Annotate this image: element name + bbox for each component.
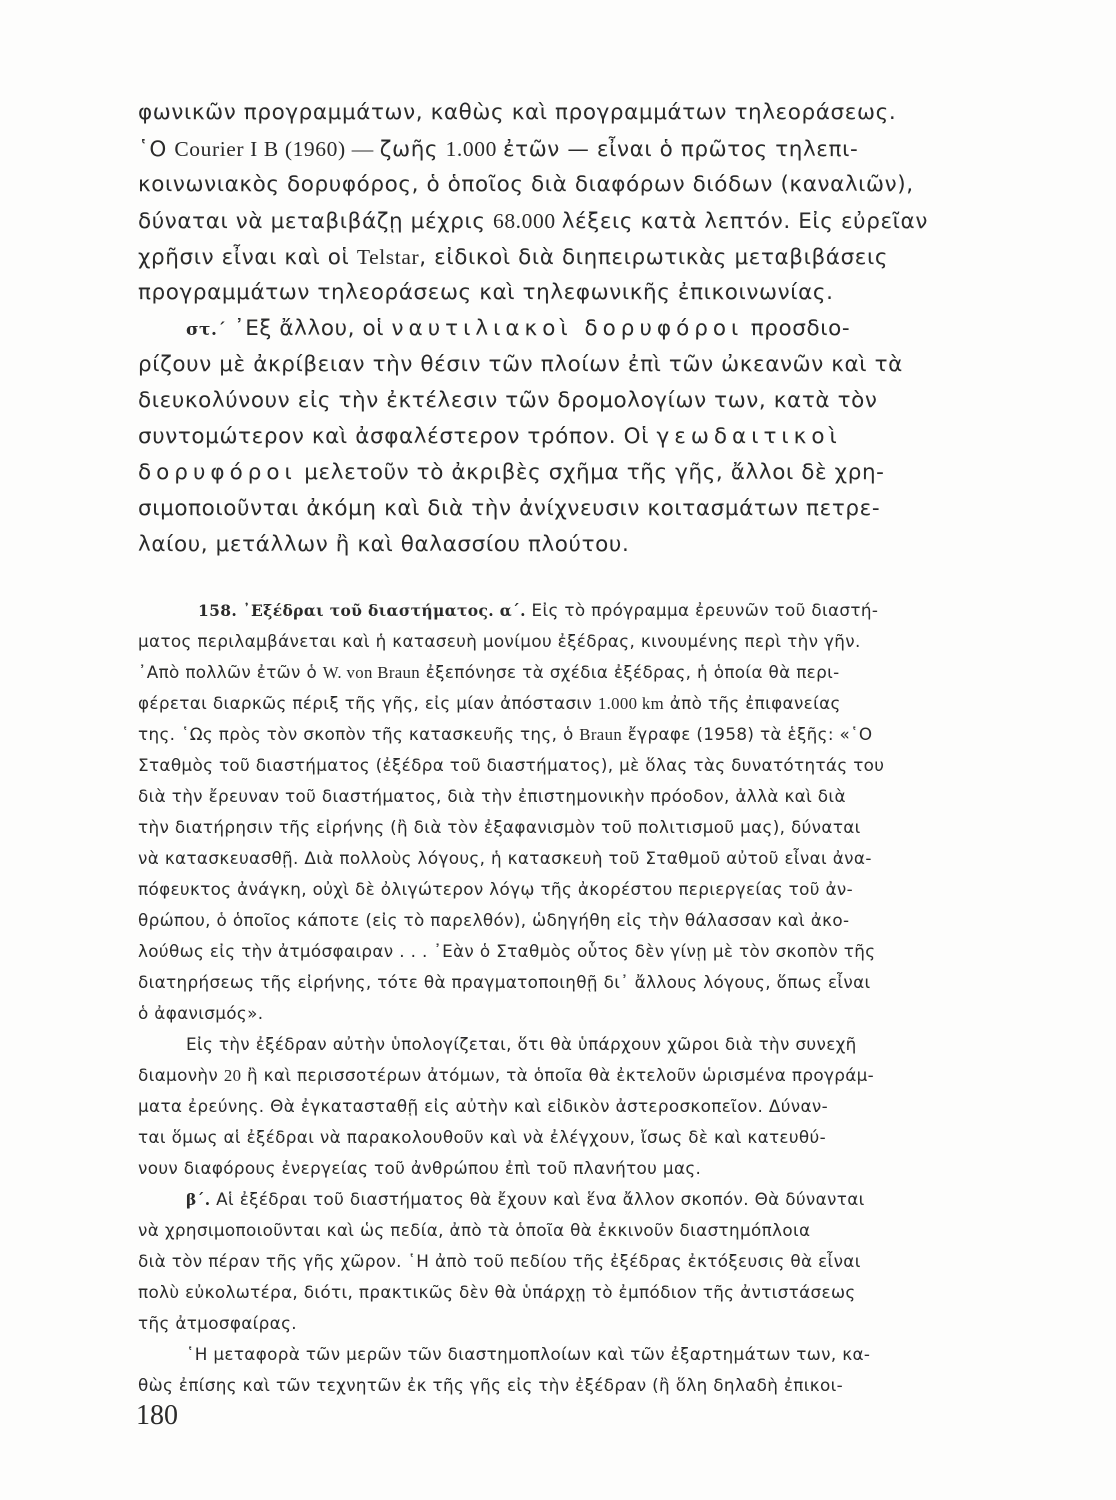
section-marker: β΄.	[186, 1190, 211, 1209]
text-line	[138, 812, 996, 843]
spaced-term: ναυτιλιακοὶ δορυφόροι	[391, 316, 744, 341]
text-line	[138, 843, 996, 874]
text-run: θρώπου, ὁ ὁποῖος κάποτε (εἰς τὸ παρελθόν), ὡδηγήθη εἰς τὴν θάλασσαν καὶ ἀκο-	[138, 910, 850, 930]
number-run: 1.000	[445, 137, 503, 161]
person-name: Braun	[579, 725, 623, 744]
text-run: χρῆσιν εἶναι καὶ οἱ	[138, 245, 357, 270]
text-run: ται ὅμως αἱ ἐξέδραι νὰ παρακολουθοῦν καὶ νὰ ἐλέγχουν, ἴσως δὲ καὶ κατευθύ-	[138, 1127, 826, 1147]
text-line	[138, 657, 996, 688]
section-marker: στ.΄	[186, 320, 227, 340]
text-line	[138, 527, 996, 563]
text-line	[138, 311, 996, 347]
text-run: ἔγραφε (1958) τὰ ἑξῆς: «῾Ο	[622, 724, 873, 744]
text-line	[138, 626, 996, 657]
spaced-term: γεωδαιτικοὶ	[656, 424, 842, 449]
text-line	[138, 275, 996, 311]
text-run: , εἰδικοὶ διὰ διηπειρωτικὰς μεταβιβάσεις	[419, 245, 889, 270]
text-line	[138, 1339, 996, 1370]
text-line	[138, 967, 996, 998]
text-run: νουν διαφόρους ἐνεργείας τοῦ ἀνθρώπου ἐπὶ τοῦ πλανήτου μας.	[138, 1158, 702, 1178]
text-run: ζωῆς	[379, 137, 446, 162]
text-run: διὰ τὸν πέραν τῆς γῆς χῶρον. ῾Η ἀπὸ τοῦ πεδίου τῆς ἐξέδρας ἐκτόξευσις θὰ εἶναι	[138, 1251, 861, 1271]
paragraph-indent	[138, 1344, 186, 1364]
text-line	[138, 239, 996, 275]
text-line	[138, 905, 996, 936]
person-name: W. von Braun	[322, 663, 421, 682]
text-line	[138, 719, 996, 750]
lower-text-block	[138, 595, 996, 1401]
text-run: φέρεται διαρκῶς πέριξ τῆς γῆς, εἰς μίαν ἀπόστασιν	[138, 693, 598, 713]
paragraph-indent	[138, 600, 198, 620]
text-line	[138, 781, 996, 812]
text-run: ῾Ο	[138, 137, 175, 162]
text-run: προσδιο-	[743, 316, 851, 341]
text-line	[138, 203, 996, 239]
text-run: Σταθμὸς τοῦ διαστήματος (ἐξέδρα τοῦ διαστήματος), μὲ ὅλας τὰς δυνατότητάς του	[138, 755, 885, 775]
text-run: λαίου, μετάλλων ἢ καὶ θαλασσίου πλούτου.	[138, 532, 630, 557]
paragraph-indent	[138, 1189, 186, 1209]
text-run: διὰ τὴν ἔρευναν τοῦ διαστήματος, διὰ τὴν ἐπιστημονικὴν πρόοδον, ἀλλὰ καὶ διὰ	[138, 786, 846, 806]
text-run: ἐτῶν — εἶναι ὁ πρῶτος τηλεπι-	[502, 137, 859, 162]
text-run: πόφευκτος ἀνάγκη, οὐχὶ δὲ ὀλιγώτερον λόγῳ τῆς ἀκορέστου περιεργείας τοῦ ἀν-	[138, 879, 854, 899]
text-line	[138, 1308, 996, 1339]
satellite-name: Courier I B (1960) —	[174, 137, 380, 161]
text-run: κοινωνιακὸς δορυφόρος, ὁ ὁποῖος διὰ διαφόρων διόδων (καναλιῶν),	[138, 172, 914, 197]
text-line	[138, 1060, 996, 1091]
text-line	[138, 1370, 996, 1401]
text-run: ῾Η μεταφορὰ τῶν μερῶν τῶν διαστημοπλοίων καὶ τῶν ἐξαρτημάτων των, κα-	[186, 1344, 871, 1364]
text-line	[138, 750, 996, 781]
text-run: ᾿Εξ ἄλλου, οἱ	[226, 316, 392, 341]
text-line	[138, 1246, 996, 1277]
text-line	[138, 1277, 996, 1308]
text-run: λέξεις κατὰ λεπτόν. Εἰς εὐρεῖαν	[561, 209, 928, 234]
text-run: ρίζουν μὲ ἀκρίβειαν τὴν θέσιν τῶν πλοίων ἐπὶ τῶν ὠκεανῶν καὶ τὰ	[138, 352, 903, 377]
number-run: 20	[223, 1066, 242, 1085]
text-line	[138, 1215, 996, 1246]
text-line	[138, 1029, 996, 1060]
number-run: 68.000	[492, 209, 562, 233]
number-run: 1.000 km	[597, 694, 665, 713]
text-line	[138, 419, 996, 455]
section-title: ᾿Εξέδραι τοῦ διαστήματος.	[237, 601, 494, 620]
satellite-name: Telstar	[356, 245, 420, 269]
paragraph-indent	[138, 316, 186, 341]
text-run: διαμονὴν	[138, 1065, 224, 1085]
spaced-term: δορυφόροι	[138, 460, 297, 485]
text-run: ἐξεπόνησε τὰ σχέδια ἐξέδρας, ἡ ὁποία θὰ περι-	[420, 662, 840, 682]
text-line	[138, 874, 996, 905]
text-line	[138, 491, 996, 527]
text-run: πολὺ εὐκολωτέρα, διότι, πρακτικῶς δὲν θὰ ὑπάρχῃ τὸ ἐμπόδιον τῆς ἀντιστάσεως	[138, 1282, 856, 1302]
text-line	[138, 131, 996, 167]
text-line	[138, 688, 996, 719]
section-number: 158.	[198, 601, 238, 620]
text-run: προγραμμάτων τηλεοράσεως καὶ τηλεφωνικῆς ἐπικοινωνίας.	[138, 280, 834, 305]
text-run: φωνικῶν προγραμμάτων, καθὼς καὶ προγραμμάτων τηλεοράσεως.	[138, 100, 897, 125]
text-run: Αἱ ἐξέδραι τοῦ διαστήματος θὰ ἔχουν καὶ ἕνα ἄλλον σκοπόν. Θὰ δύνανται	[210, 1189, 865, 1209]
text-line	[138, 383, 996, 419]
text-line	[138, 455, 996, 491]
text-line	[138, 1153, 996, 1184]
text-run: ἀπὸ τῆς ἐπιφανείας	[664, 693, 841, 713]
text-line	[138, 936, 996, 967]
text-line	[138, 1091, 996, 1122]
text-run: θὼς ἐπίσης καὶ τῶν τεχνητῶν ἐκ τῆς γῆς εἰς τὴν ἐξέδραν (ἢ ὅλη δηλαδὴ ἐπικοι-	[138, 1375, 844, 1395]
text-run: Εἰς τὴν ἐξέδραν αὐτὴν ὑπολογίζεται, ὅτι θὰ ὑπάρχουν χῶροι διὰ τὴν συνεχῆ	[186, 1034, 857, 1054]
text-run: λούθως εἰς τὴν ἀτμόσφαιραν . . . ᾿Εὰν ὁ Σταθμὸς οὗτος δὲν γίνῃ μὲ τὸν σκοπὸν τῆς	[138, 941, 876, 961]
text-run: της. ῾Ως πρὸς τὸν σκοπὸν τῆς κατασκευῆς της, ὁ	[138, 724, 580, 744]
text-line	[138, 167, 996, 203]
text-run: ἢ καὶ περισσοτέρων ἀτόμων, τὰ ὁποῖα θὰ ἐκτελοῦν ὡρισμένα προγράμ-	[241, 1065, 875, 1085]
section-heading-line	[138, 595, 996, 626]
text-run: ματα ἐρεύνης. Θὰ ἐγκατασταθῇ εἰς αὐτὴν καὶ εἰδικὸν ἀστεροσκοπεῖον. Δύναν-	[138, 1096, 829, 1116]
text-run: ὁ ἀφανισμός».	[138, 1003, 264, 1023]
text-run: ματος περιλαμβάνεται καὶ ἡ κατασευὴ μονίμου ἐξέδρας, κινουμένης περὶ τὴν γῆν.	[138, 631, 861, 651]
text-line	[138, 347, 996, 383]
text-line	[138, 95, 996, 131]
page-number: 180	[136, 1400, 178, 1431]
text-line	[138, 998, 996, 1029]
text-run: μελετοῦν τὸ ἀκριβὲς σχῆμα τῆς γῆς, ἄλλοι δὲ χρη-	[296, 460, 885, 485]
text-run: Εἰς τὸ πρόγραμμα ἐρευνῶν τοῦ διαστή-	[525, 600, 879, 620]
text-run: διευκολύνουν εἰς τὴν ἐκτέλεσιν τῶν δρομολογίων των, κατὰ τὸν	[138, 388, 878, 413]
text-run: συντομώτερον καὶ ἀσφαλέστερον τρόπον. Οἱ	[138, 424, 657, 449]
text-line	[138, 1184, 996, 1215]
paragraph-indent	[138, 1034, 186, 1054]
text-run: τὴν διατήρησιν τῆς εἰρήνης (ἢ διὰ τὸν ἐξαφανισμὸν τοῦ πολιτισμοῦ μας), δύναται	[138, 817, 861, 837]
text-line	[138, 1122, 996, 1153]
text-run: νὰ κατασκευασθῇ. Διὰ πολλοὺς λόγους, ἡ κατασκευὴ τοῦ Σταθμοῦ αὐτοῦ εἶναι ἀνα-	[138, 848, 872, 868]
section-marker: α΄.	[493, 601, 526, 620]
text-run: ᾿Απὸ πολλῶν ἐτῶν ὁ	[138, 662, 323, 682]
text-run: νὰ χρησιμοποιοῦνται καὶ ὡς πεδία, ἀπὸ τὰ ὁποῖα θὰ ἐκκινοῦν διαστημόπλοια	[138, 1220, 811, 1240]
upper-text-block	[138, 95, 996, 563]
text-run: τῆς ἀτμοσφαίρας.	[138, 1313, 297, 1333]
text-run: σιμοποιοῦνται ἀκόμη καὶ διὰ τὴν ἀνίχνευσιν κοιτασμάτων πετρε-	[138, 496, 881, 521]
text-run: δύναται νὰ μεταβιβάζῃ μέχρις	[138, 209, 493, 234]
text-run: διατηρήσεως τῆς εἰρήνης, τότε θὰ πραγματοποιηθῇ δι᾿ ἄλλους λόγους, ὅπως εἶναι	[138, 972, 871, 992]
